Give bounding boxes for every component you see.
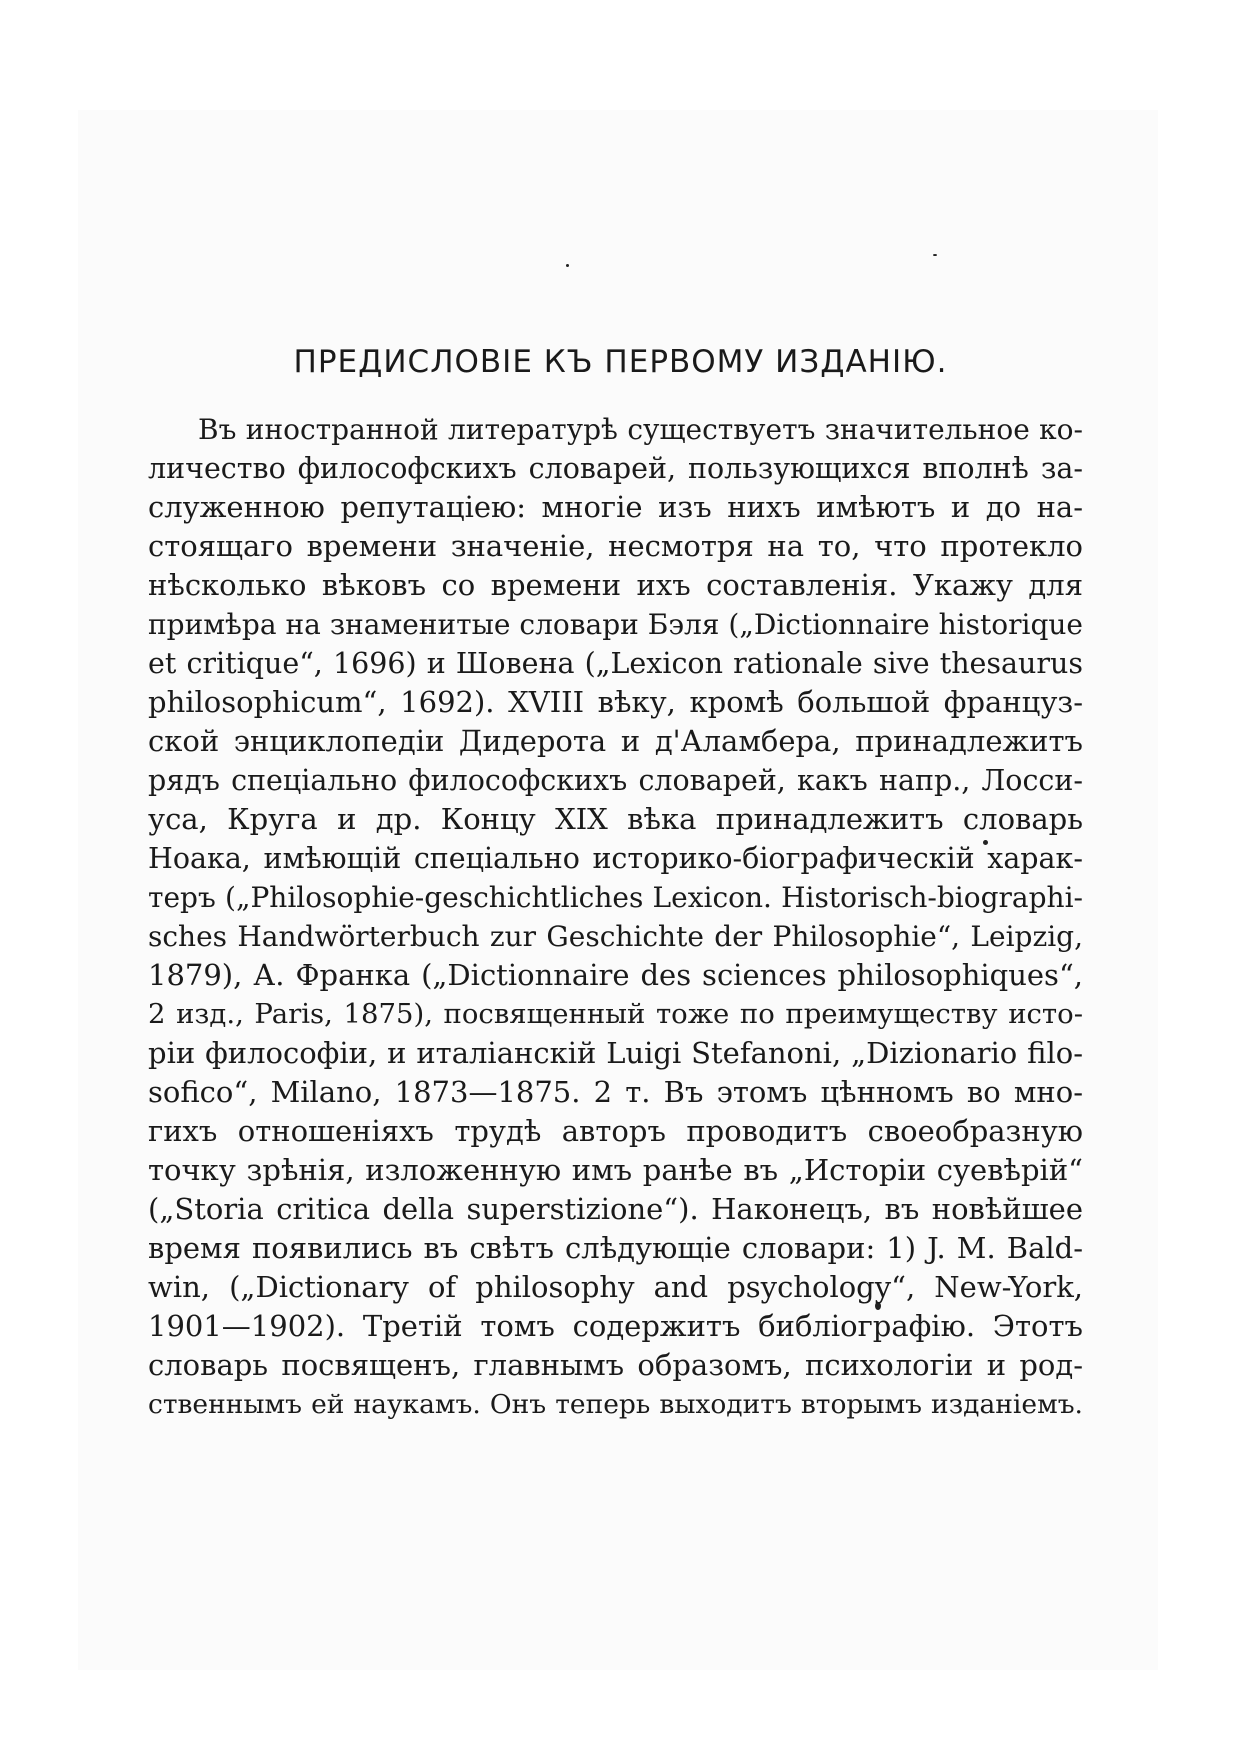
- text-line: sofico“, Milano, 1873—1875. 2 т. Въ этомъ цѣнномъ во мно-: [148, 1075, 1083, 1109]
- text-line: примѣра на знаменитые словари Бэля („Dictionnaire historique: [148, 608, 1083, 641]
- text-line: win, („Dictionary of philosophy and psychology“, New-York,: [148, 1270, 1083, 1304]
- scan-speck: [566, 264, 569, 267]
- text-line: нѣсколько вѣковъ со времени ихъ составленія. Укажу для: [148, 568, 1083, 602]
- page-heading: ПРЕДИСЛОВІЕ КЪ ПЕРВОМУ ИЗДАНІЮ.: [293, 344, 948, 380]
- text-line: 2 изд., Paris, 1875), посвященный тоже по преимуществу исто-: [148, 998, 1083, 1030]
- text-line: стоящаго времени значеніе, несмотря на то, что протекло: [148, 529, 1083, 563]
- text-line: et critique“, 1696) и Шовена („Lexicon rationale sive thesaurus: [148, 647, 1083, 680]
- text-line: личество философскихъ словарей, пользующихся вполнѣ за-: [148, 452, 1083, 485]
- text-line: время появились въ свѣтъ слѣдующіе словари: 1) J. M. Bald-: [148, 1231, 1083, 1265]
- text-line: служенною репутаціею: многіе изъ нихъ имѣютъ и до на-: [148, 490, 1083, 524]
- text-line: 1901—1902). Третій томъ содержитъ библіографію. Этотъ: [148, 1309, 1083, 1343]
- text-line: Въ иностранной литературѣ существуетъ значительное ко-: [198, 413, 1083, 446]
- text-line: теръ („Philosophie-geschichtliches Lexicon. Historisch-biographi-: [148, 881, 1083, 914]
- text-line: рядъ спеціально философскихъ словарей, какъ напр., Лосси-: [148, 764, 1083, 797]
- text-line: ской энциклопедіи Дидерота и д'Аламбера, принадлежитъ: [148, 724, 1083, 758]
- text-line: 1879), А. Франка („Dictionnaire des sciences philosophiques“,: [148, 958, 1083, 992]
- text-line: philosophicum“, 1692). XVIII вѣку, кромѣ большой француз-: [148, 685, 1083, 719]
- text-line: sches Handwörterbuch zur Geschichte der Philosophie“, Leipzig,: [148, 920, 1083, 953]
- scan-speck: [933, 254, 937, 256]
- text-line: гихъ отношеніяхъ трудѣ авторъ проводитъ своеобразную: [148, 1114, 1083, 1148]
- text-line: („Storia critica della superstizione“). Наконецъ, въ новѣйшее: [148, 1192, 1083, 1226]
- body-text: [148, 410, 1083, 1424]
- text-line: Ноака, имѣющій спеціально историко-біографическій харак-: [148, 842, 1083, 875]
- text-line: ственнымъ ей наукамъ. Онъ теперь выходитъ вторымъ изданіемъ.: [148, 1389, 1083, 1420]
- text-line: ріи философіи, и италіанскій Luigi Stefanoni, „Dizionario filo-: [148, 1036, 1083, 1070]
- text-line: точку зрѣнія, изложенную имъ ранѣе въ „Исторіи суевѣрій“: [148, 1153, 1083, 1187]
- text-line: словарь посвященъ, главнымъ образомъ, психологіи и род-: [148, 1348, 1083, 1382]
- text-line: уса, Круга и др. Концу XIX вѣка принадлежитъ словарь: [148, 802, 1083, 836]
